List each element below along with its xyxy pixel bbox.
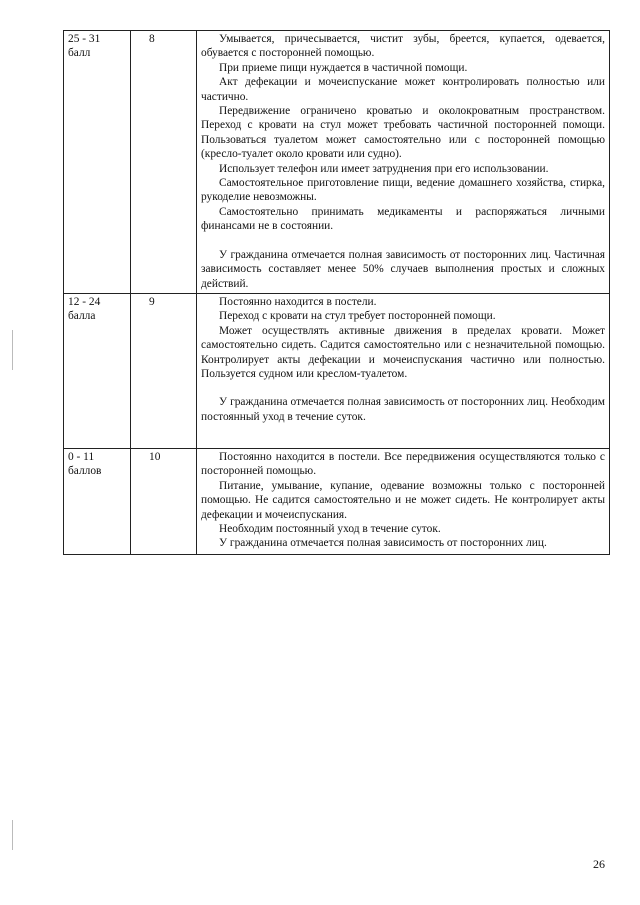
score-cell [64,293,131,448]
description-paragraph: Необходим постоянный уход в течение суток. [219,522,441,535]
description-paragraph: Постоянно находится в постели. [219,295,377,308]
description-paragraph: Может осуществлять активные движения в пределах кровати. Может самостоятельно сидеть. Садится самостоятельно или с незначительной помощью. Контролирует акты дефекации и мочеиспускания частично или полностью. Пользуется судном или креслом-туалетом. [201,324,605,380]
page-number: 26 [593,857,605,871]
scan-edge-mark [12,820,13,850]
description-cell [197,448,610,554]
score-unit: баллов [68,465,102,478]
description-paragraph: Умывается, причесывается, чистит зубы, бреется, купается, одевается, обувается с посторонней помощью. [201,33,605,60]
description-paragraph: Самостоятельное приготовление пищи, ведение домашнего хозяйства, стирка, рукоделие невозможны. [201,177,605,204]
group-cell [131,31,197,294]
table-row [64,293,610,448]
score-range: 12 - 24 [68,295,101,308]
description-cell [197,293,610,448]
description-paragraph: Самостоятельно принимать медикаменты и распоряжаться личными финансами не в состоянии. [201,205,605,233]
group-cell [131,448,197,554]
description-paragraph: При приеме пищи нуждается в частичной помощи. [219,61,468,74]
score-cell [64,31,131,294]
conclusion-paragraph: У гражданина отмечается полная зависимость от посторонних лиц. Необходим постоянный уход в течение суток. [201,396,605,423]
score-range: 0 - 11 [68,450,95,463]
group-number: 8 [149,33,155,45]
score-unit: балл [68,47,91,60]
description-paragraph: Использует телефон или имеет затруднения при его использовании. [219,162,549,175]
conclusion-paragraph: У гражданина отмечается полная зависимость от посторонних лиц. Частичная зависимость составляет менее 50% случаев выполнения простых и сложных действий. [201,248,605,290]
table-row [64,448,610,554]
score-range: 25 - 31 [68,33,101,45]
scan-edge-mark [12,330,13,370]
description-paragraph: Передвижение ограничено кроватью и околокроватным пространством. Переход с кровати на стул может требовать частичной посторонней помощи. Пользоваться туалетом может самостоятельно или с посторонней помощью (кресло-туалет около кровати или судно). [201,105,605,161]
score-unit: балла [68,310,96,323]
table-row [64,31,610,294]
group-number: 9 [149,295,155,308]
description-paragraph: Переход с кровати на стул требует посторонней помощи. [219,310,496,323]
description-paragraph: Акт дефекации и мочеиспускание может контролировать полностью или частично. [201,76,605,103]
description-cell [197,31,610,294]
group-number: 10 [149,450,161,463]
description-paragraph: У гражданина отмечается полная зависимость от посторонних лиц. [219,537,547,550]
description-paragraph: Питание, умывание, купание, одевание возможны только с посторонней помощью. Не садится самостоятельно и не может сидеть. Не контролирует акты дефекации и мочеиспускания. [201,479,605,521]
score-cell [64,448,131,554]
care-level-table [63,30,610,555]
description-paragraph: Постоянно находится в постели. Все передвижения осуществляются только с посторонней помощью. [201,450,605,478]
group-cell [131,293,197,448]
